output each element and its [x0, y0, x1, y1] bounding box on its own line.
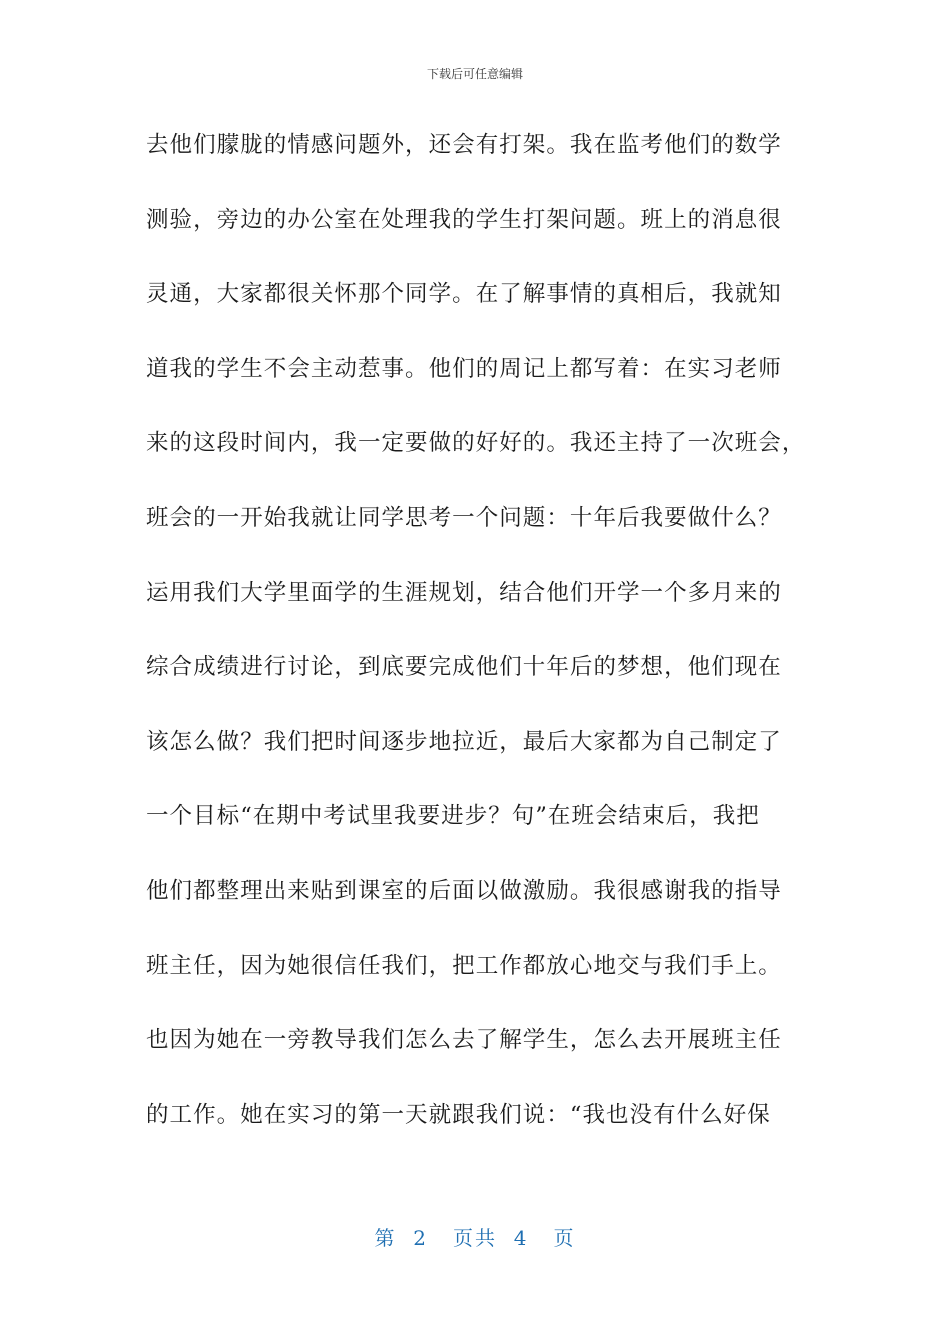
text-line: 综合成绩进行讨论，到底要完成他们十年后的梦想，他们现在: [146, 654, 782, 681]
text-line: 他们都整理出来贴到课室的后面以做激励。我很感谢我的指导: [146, 877, 782, 904]
text-line: 道我的学生不会主动惹事。他们的周记上都写着：在实习老师: [146, 355, 782, 382]
text-line: 也因为她在一旁教导我们怎么去了解学生，怎么去开展班主任: [146, 1027, 782, 1054]
text-line: 灵通，大家都很关怀那个同学。在了解事情的真相后，我就知: [146, 281, 782, 308]
text-line: 该怎么做？我们把时间逐步地拉近，最后大家都为自己制定了: [146, 728, 782, 755]
page-number-footer: [0, 1224, 950, 1252]
document-body: [146, 123, 826, 1167]
text-line: 班会的一开始我就让同学思考一个问题：十年后我要做什么？: [146, 504, 782, 531]
text-line: 的工作。她在实习的第一天就跟我们说：“我也没有什么好保: [146, 1101, 771, 1128]
page-header: 下载后可任意编辑: [426, 67, 523, 81]
text-line: 班主任，因为她很信任我们，把工作都放心地交与我们手上。: [146, 952, 782, 979]
text-line: 一个目标“在期中考试里我要进步？句”在班会结束后，我把: [146, 803, 760, 830]
text-line: 来的这段时间内，我一定要做的好好的。我还主持了一次班会，: [146, 430, 806, 457]
page-number-label: 第 2 页共 4 页: [374, 1226, 576, 1250]
text-line: 去他们朦胧的情感问题外，还会有打架。我在监考他们的数学: [146, 132, 782, 158]
text-line: 测验，旁边的办公室在处理我的学生打架问题。班上的消息很: [146, 206, 782, 233]
text-line: 运用我们大学里面学的生涯规划，结合他们开学一个多月来的: [146, 579, 782, 606]
